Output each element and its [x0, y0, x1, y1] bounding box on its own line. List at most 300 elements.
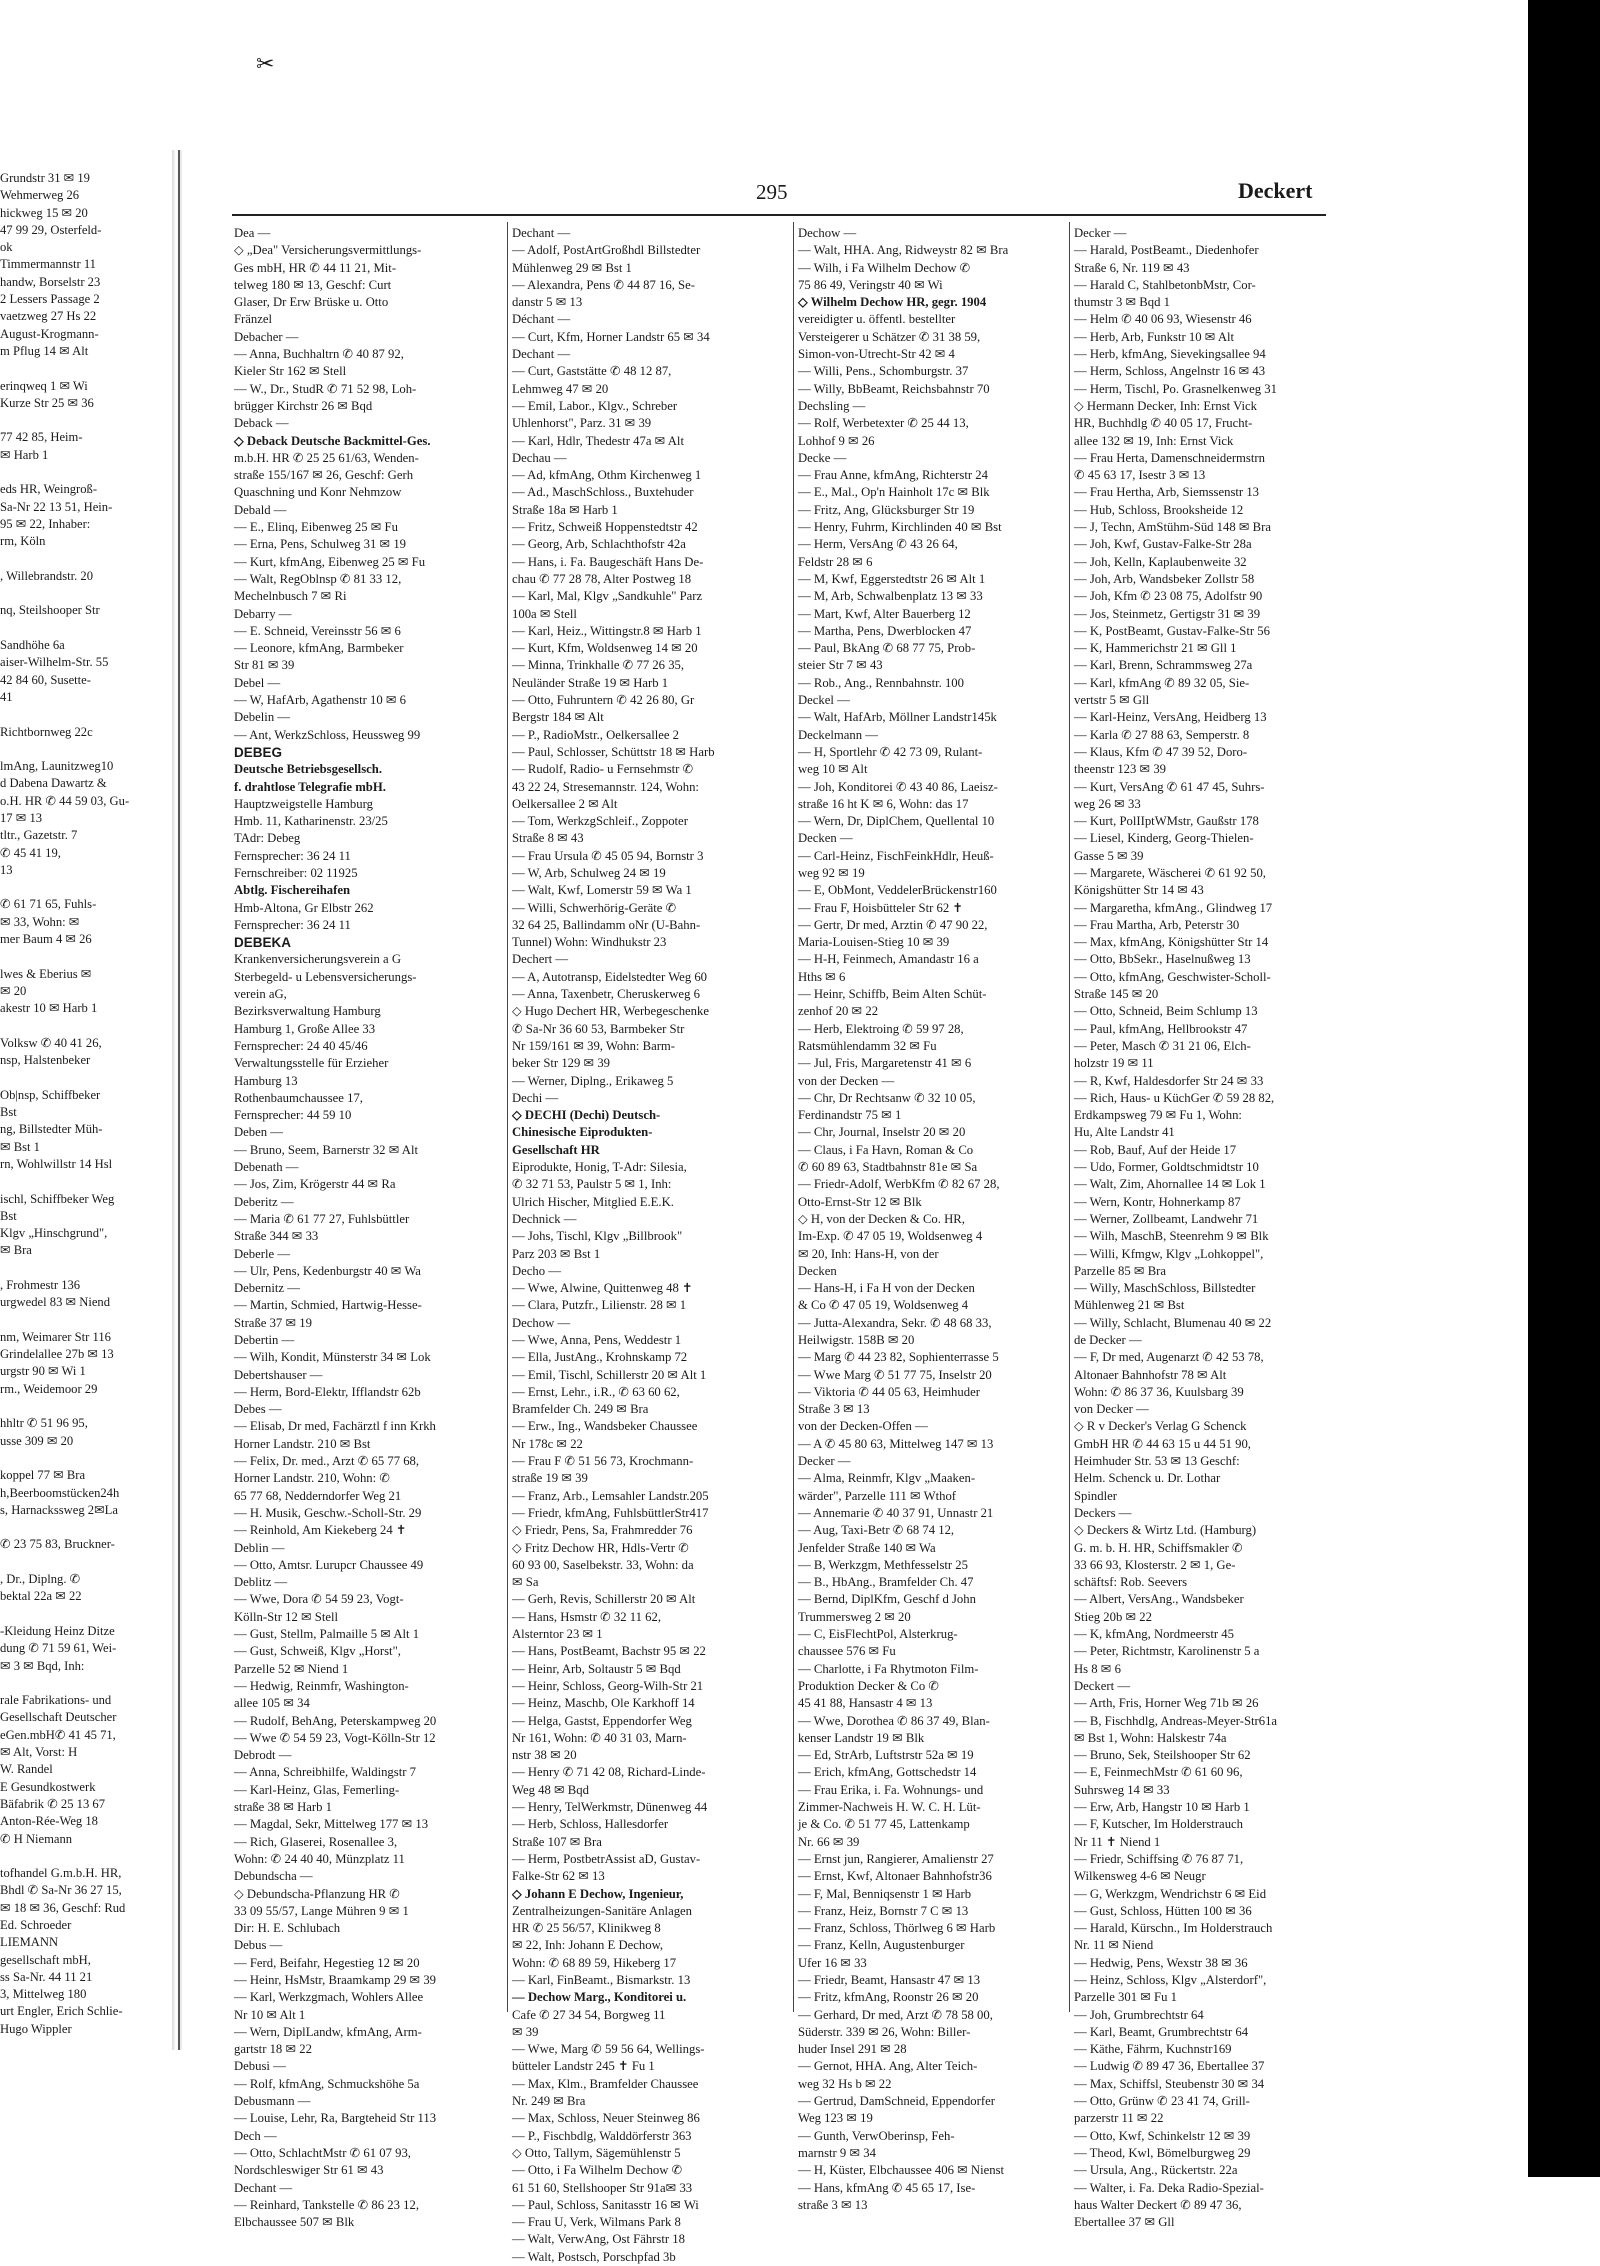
directory-entry-line: ◇ Debundscha-Pflanzung HR ✆ — [234, 1886, 400, 1901]
directory-entry-line: vertstr 5 ✉ Gll — [1074, 693, 1150, 708]
directory-entry-line: Otto-Ernst-Str 12 ✉ Blk — [798, 1194, 922, 1209]
directory-entry-line: — Gertrud, DamSchneid, Eppendorfer — [798, 2094, 995, 2109]
facing-page-line: ✆ 45 41 19, — [0, 845, 61, 860]
directory-entry-line: — Ella, JustAng., Krohnskamp 72 — [512, 1350, 688, 1365]
directory-entry-line: Kölln-Str 12 ✉ Stell — [234, 1609, 339, 1624]
facing-page-line: Grindelallee 27b ✉ 13 — [0, 1347, 114, 1362]
directory-entry-line: — Otto, Schneid, Beim Schlump 13 — [1074, 1004, 1258, 1019]
directory-entry-line: — Theod, Kwl, Bömelburgweg 29 — [1074, 2145, 1251, 2160]
directory-entry-line: — Clara, Putzfr., Lilienstr. 28 ✉ 1 — [512, 1298, 687, 1313]
directory-entry-line: Neuländer Straße 19 ✉ Harb 1 — [512, 675, 669, 690]
directory-entry-line: ◇ DECHI (Dechi) Deutsch- — [512, 1108, 661, 1123]
directory-entry-line: — Helm ✆ 40 06 93, Wiesenstr 46 — [1074, 312, 1252, 327]
facing-page-line — [0, 464, 172, 481]
directory-entry-line: Decken — — [798, 831, 853, 846]
directory-entry-line: Tunnel) Wohn: Windhukstr 23 — [512, 935, 667, 950]
facing-page-line: Gesellschaft Deutscher — [0, 1710, 117, 1725]
directory-entry-line: — Jos, Steinmetz, Gertigstr 31 ✉ 39 — [1074, 606, 1261, 621]
directory-entry-line: — Joh, Arb, Wandsbeker Zollstr 58 — [1074, 571, 1255, 586]
directory-entry-line: Verwaltungsstelle für Erzieher — [234, 1056, 389, 1071]
directory-entry-line: — Tom, WerkzgSchleif., Zoppoter — [512, 814, 688, 829]
directory-entry-line: — Fritz, kfmAng, Roonstr 26 ✉ 20 — [798, 1990, 979, 2005]
directory-entry-line: Horner Landstr. 210 ✉ Bst — [234, 1436, 371, 1451]
directory-entry-line: Elbchaussee 507 ✉ Blk — [234, 2215, 355, 2230]
directory-entry-line: — Albert, VersAng., Wandsbeker — [1074, 1592, 1244, 1607]
directory-entry-line: ◇ Hermann Decker, Inh: Ernst Vick — [1074, 398, 1258, 413]
directory-entry-line: — Curt, Kfm, Horner Landstr 65 ✉ 34 — [512, 329, 710, 344]
directory-entry-line: — Ernst, Kwf, Altonaer Bahnhofstr36 — [798, 1869, 992, 1884]
facing-page-line — [0, 706, 172, 723]
facing-page-line: akestr 10 ✉ Harb 1 — [0, 1001, 98, 1016]
column-divider — [793, 222, 794, 2012]
directory-entry-line: beker Str 129 ✉ 39 — [512, 1056, 611, 1071]
directory-entry-line: — H, Sportlehr ✆ 42 73 09, Rulant- — [798, 744, 983, 759]
directory-entry-line: — K, PostBeamt, Gustav-Falke-Str 56 — [1074, 623, 1270, 638]
facing-page-line: ✉ 18 ✉ 36, Geschf: Rud — [0, 1900, 126, 1915]
directory-entry-line: — Herm, Schloss, Angelnstr 16 ✉ 43 — [1074, 364, 1266, 379]
column-divider — [1069, 222, 1070, 2012]
directory-entry-line: — Herm, Bord-Elektr, Ifflandstr 62b — [234, 1384, 421, 1399]
facing-page-line — [0, 879, 172, 896]
directory-entry-line: Deberle — — [234, 1246, 291, 1261]
directory-entry-line: — Chr, Journal, Inselstr 20 ✉ 20 — [798, 1125, 966, 1140]
directory-entry-line: — Herb, Arb, Funkstr 10 ✉ Alt — [1074, 329, 1235, 344]
directory-entry-line: — Wwe, Dora ✆ 54 59 23, Vogt- — [234, 1592, 404, 1607]
directory-entry-line: vereidigter u. öffentl. bestellter — [798, 312, 956, 327]
facing-page-line: handw, Borselstr 23 — [0, 274, 101, 289]
directory-entry-line: — Käthe, Fährm, Kuchnstr169 — [1074, 2042, 1232, 2057]
directory-entry-line: Debald — — [234, 502, 287, 517]
directory-entry-line: — M, Arb, Schwalbenplatz 13 ✉ 33 — [798, 589, 983, 604]
directory-entry-line: — Gunth, VerwOberinsp, Feh- — [798, 2128, 955, 2143]
directory-entry-line: Helm. Schenck u. Dr. Lothar — [1074, 1471, 1221, 1486]
directory-entry-line: — Frau F, Hoisbütteler Str 62 ✝ — [798, 900, 964, 915]
directory-entry-line: — Hedwig, Pens, Wexstr 38 ✉ 36 — [1074, 1955, 1248, 1970]
directory-entry-line: — Adolf, PostArtGroßhdl Billstedter — [512, 243, 701, 258]
facing-page-line: Wehmerweg 26 — [0, 188, 80, 203]
directory-entry-line: — Aug, Taxi-Betr ✆ 68 74 12, — [798, 1523, 955, 1538]
directory-entry-line: — Martin, Schmied, Hartwig-Hesse- — [234, 1298, 422, 1313]
directory-entry-line: Nr. 11 ✉ Niend — [1074, 1938, 1154, 1953]
directory-entry-line: weg 92 ✉ 19 — [798, 865, 865, 880]
directory-entry-line: Falke-Str 62 ✉ 13 — [512, 1869, 605, 1884]
directory-entry-line: — Rob, Bauf, Auf der Heide 17 — [1074, 1142, 1237, 1157]
directory-entry-line: Hamburg 13 — [234, 1073, 298, 1088]
facing-page-line: , Frohmestr 136 — [0, 1278, 81, 1292]
directory-entry-line: — Walt, HafArb, Möllner Landstr145k — [798, 710, 997, 725]
facing-page-line: Anton-Rée-Weg 18 — [0, 1814, 98, 1829]
directory-entry-line: — Herb, Elektroing ✆ 59 97 28, — [798, 1021, 964, 1036]
directory-entry-line: — Henry, Fuhrm, Kirchlinden 40 ✉ Bst — [798, 520, 1002, 535]
facing-page-line: hhltr ✆ 51 96 95, — [0, 1416, 88, 1431]
directory-entry-line: — Harald, PostBeamt., Diedenhofer — [1074, 243, 1259, 258]
facing-page-line: Ed. Schroeder — [0, 1917, 72, 1932]
directory-entry-line: — Willi, Pens., Schomburgstr. 37 — [798, 364, 969, 379]
directory-entry-line: 100a ✉ Stell — [512, 606, 577, 621]
directory-entry-line: — Margaretha, kfmAng., Glindweg 17 — [1074, 900, 1273, 915]
directory-entry-line: — Frau U, Verk, Wilmans Park 8 — [512, 2215, 681, 2230]
directory-entry-line: Fernsprecher: 44 59 10 — [234, 1108, 352, 1123]
book-spine — [178, 150, 180, 2050]
directory-entry-line: — Georg, Arb, Schlachthofstr 42a — [512, 537, 686, 552]
directory-entry-line: — Ulr, Pens, Kedenburgstr 40 ✉ Wa — [234, 1263, 421, 1278]
directory-entry-line: — Marg ✆ 44 23 82, Sophienterrasse 5 — [798, 1350, 999, 1365]
directory-entry-line: Debundscha — — [234, 1869, 313, 1884]
directory-entry-line: zenhof 20 ✉ 22 — [798, 1004, 879, 1019]
directory-entry-line: — Harald, Kürschn., Im Holderstrauch — [1074, 1921, 1273, 1936]
directory-entry-line: Dir: H. E. Schlubach — [234, 1921, 341, 1936]
directory-entry-line: Dechant — — [512, 226, 571, 240]
directory-entry-line: Straße 145 ✉ 20 — [1074, 987, 1159, 1002]
directory-entry-line: — Otto, kfmAng, Geschwister-Scholl- — [1074, 969, 1271, 984]
directory-entry-line: Zentralheizungen-Sanitäre Anlagen — [512, 1903, 693, 1918]
directory-entry-line: Debacher — — [234, 329, 299, 344]
facing-page-line — [0, 1554, 172, 1571]
directory-entry-line: Mechelnbusch 7 ✉ Ri — [234, 589, 347, 604]
facing-page-line: -Kleidung Heinz Ditze — [0, 1623, 115, 1638]
directory-entry-line: Rothenbaumchaussee 17, — [234, 1090, 363, 1105]
directory-entry-line: G. m. b. H. HR, Schiffsmakler ✆ — [1074, 1540, 1243, 1555]
directory-entry-line: — Viktoria ✆ 44 05 63, Heimhuder — [798, 1384, 980, 1399]
facing-page-line: Hugo Wippler — [0, 2021, 72, 2036]
directory-entry-line: Krankenversicherungsverein a G — [234, 952, 401, 967]
directory-entry-line: — Reinhold, Am Kiekeberg 24 ✝ — [234, 1523, 407, 1538]
directory-entry-line: de Decker — — [1074, 1333, 1142, 1347]
facing-page-line: ✆ H Niemann — [0, 1831, 73, 1846]
directory-entry-line: Altonaer Bahnhofstr 78 ✉ Alt — [1074, 1367, 1227, 1382]
directory-entry-line: — Walt, Kwf, Lomerstr 59 ✉ Wa 1 — [512, 883, 692, 898]
directory-entry-line: Decker — — [1074, 226, 1127, 240]
facing-page-line — [0, 1450, 172, 1467]
directory-entry-line: — Wwe, Alwine, Quittenweg 48 ✝ — [512, 1281, 693, 1296]
directory-entry-line: — Paul, Schloss, Sanitasstr 16 ✉ Wi — [512, 2197, 699, 2212]
directory-entry-line: Heilwigstr. 158B ✉ 20 — [798, 1333, 915, 1347]
directory-entry-line: Nr. 66 ✉ 39 — [798, 1834, 860, 1849]
directory-entry-line: Ferdinandstr 75 ✉ 1 — [798, 1108, 902, 1123]
directory-entry-line: Hmb-Altona, Gr Elbstr 262 — [234, 900, 374, 915]
directory-entry-line: — Henry, TelWerkmstr, Dünenweg 44 — [512, 1800, 708, 1815]
directory-entry-line: — Max, Schiffsl, Steubenstr 30 ✉ 34 — [1074, 2076, 1265, 2091]
directory-entry-line: — W, Arb, Schulweg 24 ✉ 19 — [512, 865, 666, 880]
directory-entry-line: Deckelmann — — [798, 727, 878, 742]
facing-page-line: Richtbornweg 22c — [0, 724, 93, 739]
directory-entry-line: — E. Schneid, Vereinsstr 56 ✉ 6 — [234, 623, 401, 638]
directory-entry-line: — Franz, Heiz, Bornstr 7 C ✉ 13 — [798, 1903, 969, 1918]
directory-entry-line: Erdkampsweg 79 ✉ Fu 1, Wohn: — [1074, 1108, 1242, 1123]
directory-entry-line: ◇ Johann E Dechow, Ingenieur, — [512, 1886, 684, 1901]
directory-entry-line: — Chr, Dr Rechtsanw ✆ 32 10 05, — [798, 1090, 976, 1105]
directory-entry-line: Wohn: ✆ 86 37 36, Kuulsbarg 39 — [1074, 1384, 1244, 1399]
directory-entry-line: — Gust, Schloss, Hütten 100 ✉ 36 — [1074, 1903, 1252, 1918]
facing-page-line: o.H. HR ✆ 44 59 03, Gu- — [0, 793, 130, 808]
directory-entry-line: Dechnick — — [512, 1211, 577, 1226]
running-head: Deckert — [1238, 178, 1313, 203]
directory-entry-line: Deckert — — [1074, 1678, 1131, 1693]
directory-entry-line: — Karl, Werkzgmach, Wohlers Allee — [234, 1990, 424, 2005]
directory-entry-line: — Karl, Brenn, Schrammsweg 27a — [1074, 658, 1253, 673]
directory-entry-line: haus Walter Deckert ✆ 89 47 36, — [1074, 2197, 1242, 2212]
facing-page-line — [0, 620, 172, 637]
directory-entry-line: Hmb. 11, Katharinenstr. 23/25 — [234, 814, 388, 829]
directory-entry-line: ✉ 39 — [512, 2024, 539, 2039]
directory-entry-line: Straße 3 ✉ 13 — [798, 1402, 870, 1417]
directory-entry-line: allee 105 ✉ 34 — [234, 1696, 310, 1711]
directory-entry-line: Heimhuder Str. 53 ✉ 13 Geschf: — [1074, 1454, 1240, 1469]
facing-page-line: erinqweq 1 ✉ Wi — [0, 378, 88, 393]
directory-entry-line: — Erna, Pens, Schulweg 31 ✉ 19 — [234, 537, 407, 552]
directory-entry-line: Hs 8 ✉ 6 — [1074, 1661, 1121, 1676]
facing-page-line: usse 309 ✉ 20 — [0, 1433, 74, 1448]
directory-entry-line: 65 77 68, Nedderndorfer Weg 21 — [234, 1488, 402, 1503]
facing-page-line: ✉ 3 ✉ Bqd, Inh: — [0, 1658, 85, 1673]
directory-entry-line: — Harald C, StahlbetonbMstr, Cor- — [1074, 277, 1256, 292]
directory-entry-line: von der Decken-Offen — — [798, 1419, 928, 1434]
directory-entry-line: — Annemarie ✆ 40 37 91, Unnastr 21 — [798, 1505, 994, 1520]
directory-entry-line: ✆ 60 89 63, Stadtbahnstr 81e ✉ Sa — [798, 1160, 978, 1175]
directory-entry-line: Ufer 16 ✉ 33 — [798, 1955, 867, 1970]
directory-entry-line: DEBEKA — [234, 935, 292, 951]
directory-entry-line: — Rich, Haus- u KüchGer ✆ 59 28 82, — [1074, 1090, 1275, 1105]
facing-page-line: Bäfabrik ✆ 25 13 67 — [0, 1796, 105, 1811]
directory-entry-line: — Gust, Stellm, Palmaille 5 ✉ Alt 1 — [234, 1627, 420, 1642]
directory-entry-line: — P., RadioMstr., Oelkersallee 2 — [512, 727, 680, 742]
facing-page-line — [0, 412, 172, 429]
facing-page-line: W. Randel — [0, 1762, 53, 1777]
directory-entry-line: — Karla ✆ 27 88 63, Semperstr. 8 — [1074, 727, 1250, 742]
directory-entry-line: Trummersweg 2 ✉ 20 — [798, 1609, 911, 1624]
directory-entry-line: — Hans, i. Fa. Baugeschäft Hans De- — [512, 554, 704, 569]
directory-entry-line: Dechant — — [234, 2180, 293, 2195]
directory-entry-line: — Ernst, Lehr., i.R., ✆ 63 60 62, — [512, 1384, 680, 1399]
directory-entry-line: — Klaus, Kfm ✆ 47 39 52, Doro- — [1074, 744, 1248, 759]
facing-page-line: , Willebrandstr. 20 — [0, 568, 94, 583]
directory-entry-line: Parzelle 85 ✉ Bra — [1074, 1263, 1167, 1278]
directory-entry-line: — Wwe ✆ 54 59 23, Vogt-Kölln-Str 12 — [234, 1730, 436, 1745]
directory-entry-line: ◇ „Dea" Versicherungsvermittlungs- — [234, 243, 422, 258]
facing-page-line: E Gesundkostwerk — [0, 1779, 96, 1794]
facing-page-line: aiser-Wilhelm-Str. 55 — [0, 655, 109, 670]
directory-entry-line: Mühlenweg 29 ✉ Bst 1 — [512, 260, 632, 275]
facing-page-line: Volksw ✆ 40 41 26, — [0, 1035, 102, 1050]
directory-entry-line: Spindler — [1074, 1488, 1117, 1503]
directory-entry-line: — G, Werkzgm, Wendrichstr 6 ✉ Eid — [1074, 1886, 1267, 1901]
directory-entry-line: — Erich, kfmAng, Gottschedstr 14 — [798, 1765, 977, 1780]
facing-page-line: urt Engler, Erich Schlie- — [0, 2004, 123, 2019]
directory-entry-line: — Friedr, Schiffsing ✆ 76 87 71, — [1074, 1851, 1244, 1866]
directory-column-2 — [512, 225, 790, 2264]
directory-entry-line: Dechert — — [512, 952, 569, 967]
facing-page-line: 17 ✉ 13 — [0, 810, 43, 825]
directory-entry-line: — Werner, Zollbeamt, Landwehr 71 — [1074, 1211, 1259, 1226]
directory-entry-line: Glaser, Dr Erw Brüske u. Otto — [234, 295, 389, 310]
directory-entry-line: Weg 48 ✉ Bqd — [512, 1782, 589, 1797]
directory-entry-line: — Rolf, Werbetexter ✆ 25 44 13, — [798, 416, 969, 431]
page-gutter — [172, 150, 182, 2050]
directory-entry-line: — Udo, Former, Goldtschmidtstr 10 — [1074, 1160, 1259, 1175]
directory-entry-line: — Reinhard, Tankstelle ✆ 86 23 12, — [234, 2197, 419, 2212]
directory-entry-line: — Elisab, Dr med, Fachärztl f inn Krkh — [234, 1419, 436, 1434]
directory-entry-line: straße 38 ✉ Harb 1 — [234, 1800, 333, 1815]
directory-entry-line: — Karl, Beamt, Grumbrechtstr 64 — [1074, 2024, 1249, 2039]
directory-entry-line: ◇ Friedr, Pens, Sa, Frahmredder 76 — [512, 1523, 693, 1538]
directory-entry-line: telweg 180 ✉ 13, Geschf: Curt — [234, 277, 392, 292]
directory-entry-line: — Karl, kfmAng ✆ 89 32 05, Sie- — [1074, 675, 1250, 690]
directory-entry-line: Debertin — — [234, 1333, 295, 1347]
facing-page-fragment — [0, 170, 172, 2036]
directory-entry-line: — H, Küster, Elbchaussee 406 ✉ Nienst — [798, 2163, 1005, 2178]
directory-entry-line: 61 51 60, Stellshooper Str 91a✉ 33 — [512, 2180, 693, 2195]
directory-entry-line: — Frau Herta, Damenschneidermstrn — [1074, 450, 1265, 465]
directory-entry-line: ◇ Deback Deutsche Backmittel-Ges. — [234, 433, 431, 448]
directory-entry-line: Bezirksverwaltung Hamburg — [234, 1004, 381, 1019]
facing-page-line: 47 99 29, Osterfeld- — [0, 222, 102, 237]
directory-entry-line: — M, Kwf, Eggerstedtstr 26 ✉ Alt 1 — [798, 571, 986, 586]
directory-entry-line: — Karl, FinBeamt., Bismarkstr. 13 — [512, 1972, 691, 1987]
directory-entry-line: — Jutta-Alexandra, Sekr. ✆ 48 68 33, — [798, 1315, 992, 1330]
directory-entry-line: weg 26 ✉ 33 — [1074, 796, 1141, 811]
directory-entry-line: Déchant — — [512, 312, 571, 327]
directory-entry-line: — Emil, Tischl, Schillerstr 20 ✉ Alt 1 — [512, 1367, 707, 1382]
directory-entry-line: — Wilh, i Fa Wilhelm Dechow ✆ — [798, 260, 971, 275]
directory-entry-line: — Herm, PostbetrAssist aD, Gustav- — [512, 1851, 701, 1866]
directory-entry-line: Feldstr 28 ✉ 6 — [798, 554, 873, 569]
directory-entry-line: — Emil, Labor., Klgv., Schreber — [512, 398, 678, 413]
facing-page-line: ✉ 20 — [0, 983, 27, 998]
directory-entry-line: — Anna, Buchhaltrn ✆ 40 87 92, — [234, 347, 404, 362]
directory-entry-line: Parz 203 ✉ Bst 1 — [512, 1246, 601, 1261]
facing-page-line: urgwedel 83 ✉ Niend — [0, 1295, 110, 1310]
directory-entry-line: ◇ Deckers & Wirtz Ltd. (Hamburg) — [1074, 1523, 1257, 1538]
directory-entry-line: — Gust, Schweiß, Klgv „Horst", — [234, 1644, 401, 1659]
directory-entry-line: — Anna, Schreibhilfe, Waldingstr 7 — [234, 1765, 416, 1780]
directory-entry-line: — Willy, Schlacht, Blumenau 40 ✉ 22 — [1074, 1315, 1272, 1330]
directory-entry-line: — Ferd, Beifahr, Hegestieg 12 ✉ 20 — [234, 1955, 420, 1970]
directory-entry-line: — Friedr, kfmAng, FuhlsbüttlerStr417 — [512, 1505, 709, 1520]
directory-entry-line: Debel — — [234, 675, 281, 690]
directory-entry-line: TAdr: Debeg — [234, 831, 301, 846]
directory-entry-line: thumstr 3 ✉ Bqd 1 — [1074, 295, 1170, 310]
facing-page-line: rm., Weidemoor 29 — [0, 1381, 98, 1396]
directory-entry-line: Dechow — — [798, 226, 857, 240]
directory-entry-line: — Willi, Kfmgw, Klgv „Lohkoppel", — [1074, 1246, 1264, 1261]
facing-page-line: eds HR, Weingroß- — [0, 482, 98, 497]
directory-entry-line: Decho — — [512, 1263, 561, 1278]
directory-entry-line: — E., Elinq, Eibenweg 25 ✉ Fu — [234, 520, 398, 535]
directory-entry-line: — Walt, HHA. Ang, Ridweystr 82 ✉ Bra — [798, 243, 1009, 258]
directory-entry-line: straße 19 ✉ 39 — [512, 1471, 588, 1486]
directory-entry-line: Nordschleswiger Str 61 ✉ 43 — [234, 2163, 384, 2178]
directory-entry-line: — Frau Hertha, Arb, Siemssenstr 13 — [1074, 485, 1260, 500]
directory-entry-line: Fränzel — [234, 312, 273, 327]
directory-entry-line: — Otto, Amtsr. Lurupcr Chaussee 49 — [234, 1557, 424, 1572]
directory-entry-line: — A, Autotransp, Eidelstedter Weg 60 — [512, 969, 708, 984]
facing-page-line — [0, 1312, 172, 1329]
directory-entry-line: Maria-Louisen-Stieg 10 ✉ 39 — [798, 935, 950, 950]
directory-entry-line: — H. Musik, Geschw.-Scholl-Str. 29 — [234, 1505, 422, 1520]
directory-entry-line: ◇ H, von der Decken & Co. HR, — [798, 1211, 965, 1226]
directory-entry-line: — Otto, Grünw ✆ 23 41 74, Grill- — [1074, 2094, 1250, 2109]
directory-entry-line: HR ✆ 25 56/57, Klinikweg 8 — [512, 1921, 661, 1936]
directory-entry-line: — Max, kfmAng, Königshütter Str 14 — [1074, 935, 1269, 950]
directory-entry-line: ✆ 32 71 53, Paulstr 5 ✉ 1, Inh: — [512, 1177, 672, 1192]
directory-entry-line: Lohhof 9 ✉ 26 — [798, 433, 875, 448]
directory-entry-line: Abtlg. Fischereihafen — [234, 883, 351, 898]
directory-entry-line: Decker — — [798, 1454, 851, 1469]
directory-entry-line: Sterbegeld- u Lebensversicherungs- — [234, 969, 417, 984]
directory-entry-line: Straße 6, Nr. 119 ✉ 43 — [1074, 260, 1190, 275]
directory-entry-line: parzerstr 11 ✉ 22 — [1074, 2111, 1164, 2126]
directory-entry-line: theenstr 123 ✉ 39 — [1074, 762, 1167, 777]
facing-page-line: tofhandel G.m.b.H. HR, — [0, 1866, 122, 1881]
facing-page-line: Ob|nsp, Schiffbeker — [0, 1087, 101, 1102]
directory-entry-line: nstr 38 ✉ 20 — [512, 1748, 577, 1763]
directory-entry-line: — Hub, Schloss, Brooksheide 12 — [1074, 502, 1244, 517]
directory-entry-line: — C, EisFlechtPol, Alsterkrug- — [798, 1627, 958, 1642]
directory-entry-line: — Frau Martha, Arb, Peterstr 30 — [1074, 917, 1240, 932]
directory-entry-line: 43 22 24, Stresemannstr. 124, Wohn: — [512, 779, 699, 794]
facing-page-line: 3, Mittelweg 180 — [0, 1987, 87, 2002]
directory-entry-line: Hamburg 1, Große Allee 33 — [234, 1021, 376, 1036]
facing-page-line — [0, 1018, 172, 1035]
facing-page-line — [0, 1519, 172, 1536]
directory-entry-line: — Walt, Zim, Ahornallee 14 ✉ Lok 1 — [1074, 1177, 1266, 1192]
directory-entry-line: Debusmann — — [234, 2094, 311, 2109]
header-rule — [232, 214, 1326, 216]
directory-entry-line: — Peter, Masch ✆ 31 21 06, Elch- — [1074, 1038, 1251, 1053]
directory-entry-line: marnstr 9 ✉ 34 — [798, 2145, 876, 2160]
directory-entry-line: ✉ 22, Inh: Johann E Dechow, — [512, 1938, 664, 1953]
directory-entry-line: Gesellschaft HR — [512, 1142, 600, 1157]
directory-entry-line: — Bruno, Sek, Steilshooper Str 62 — [1074, 1748, 1251, 1763]
directory-entry-line: straße 16 ht K ✉ 6, Wohn: das 17 — [798, 796, 969, 811]
facing-page-line: 42 84 60, Susette- — [0, 672, 91, 687]
directory-entry-line: — Joh, Kwf, Gustav-Falke-Str 28a — [1074, 537, 1252, 552]
facing-page-line: 41 — [0, 689, 13, 704]
directory-entry-line: Dechau — — [512, 450, 567, 465]
directory-entry-line: — A ✆ 45 80 63, Mittelweg 147 ✉ 13 — [798, 1436, 994, 1451]
facing-page-line: LIEMANN — [0, 1935, 59, 1950]
directory-entry-line: — W, HafArb, Agathenstr 10 ✉ 6 — [234, 693, 407, 708]
directory-entry-line: Im-Exp. ✆ 47 05 19, Woldsenweg 4 — [798, 1229, 983, 1244]
directory-entry-line: Hu, Alte Landstr 41 — [1074, 1125, 1175, 1140]
directory-entry-line: Str 81 ✉ 39 — [234, 658, 295, 673]
directory-entry-line: — Karl, Hdlr, Thedestr 47a ✉ Alt — [512, 433, 684, 448]
directory-entry-line: Debertshauser — — [234, 1367, 323, 1382]
directory-entry-line: verein aG, — [234, 987, 287, 1002]
directory-entry-line: — Curt, Gaststätte ✆ 48 12 87, — [512, 364, 672, 379]
directory-entry-line: — Ernst jun, Rangierer, Amalienstr 27 — [798, 1851, 994, 1866]
directory-entry-line: — Bruno, Seem, Barnerstr 32 ✉ Alt — [234, 1142, 419, 1157]
directory-entry-line: Debrodt — — [234, 1748, 292, 1763]
directory-entry-line: — Walt, VerwAng, Ost Fährstr 18 — [512, 2232, 685, 2247]
directory-entry-line: Decke — — [798, 450, 847, 465]
directory-entry-line: — Fritz, Ang, Glücksburger Str 19 — [798, 502, 975, 517]
directory-entry-line: — Ad., MaschSchloss., Buxtehuder — [512, 485, 694, 500]
facing-page-line: 95 ✉ 22, Inhaber: — [0, 516, 91, 531]
directory-entry-line: ✉ 20, Inh: Hans-H, von der — [798, 1246, 939, 1261]
directory-entry-line: — K, Hammerichstr 21 ✉ Gll 1 — [1074, 641, 1237, 656]
directory-entry-line: — Heinr, Schiffb, Beim Alten Schüt- — [798, 987, 987, 1002]
directory-entry-line: — Walter, i. Fa. Deka Radio-Spezial- — [1074, 2180, 1264, 2195]
directory-entry-line: — Franz, Schloss, Thörlweg 6 ✉ Harb — [798, 1921, 996, 1936]
facing-page-line: nm, Weimarer Str 116 — [0, 1329, 111, 1344]
scan-dark-edge — [1528, 0, 1600, 2177]
directory-entry-line: Ges mbH, HR ✆ 44 11 21, Mit- — [234, 260, 397, 275]
directory-entry-line: — Karl-Heinz, VersAng, Heidberg 13 — [1074, 710, 1267, 725]
facing-page-line: Klgv „Hinschgrund", — [0, 1226, 108, 1241]
directory-entry-line: — Jul, Fris, Margaretenstr 41 ✉ 6 — [798, 1056, 972, 1071]
facing-page-line: Timmermannstr 11 — [0, 257, 96, 272]
